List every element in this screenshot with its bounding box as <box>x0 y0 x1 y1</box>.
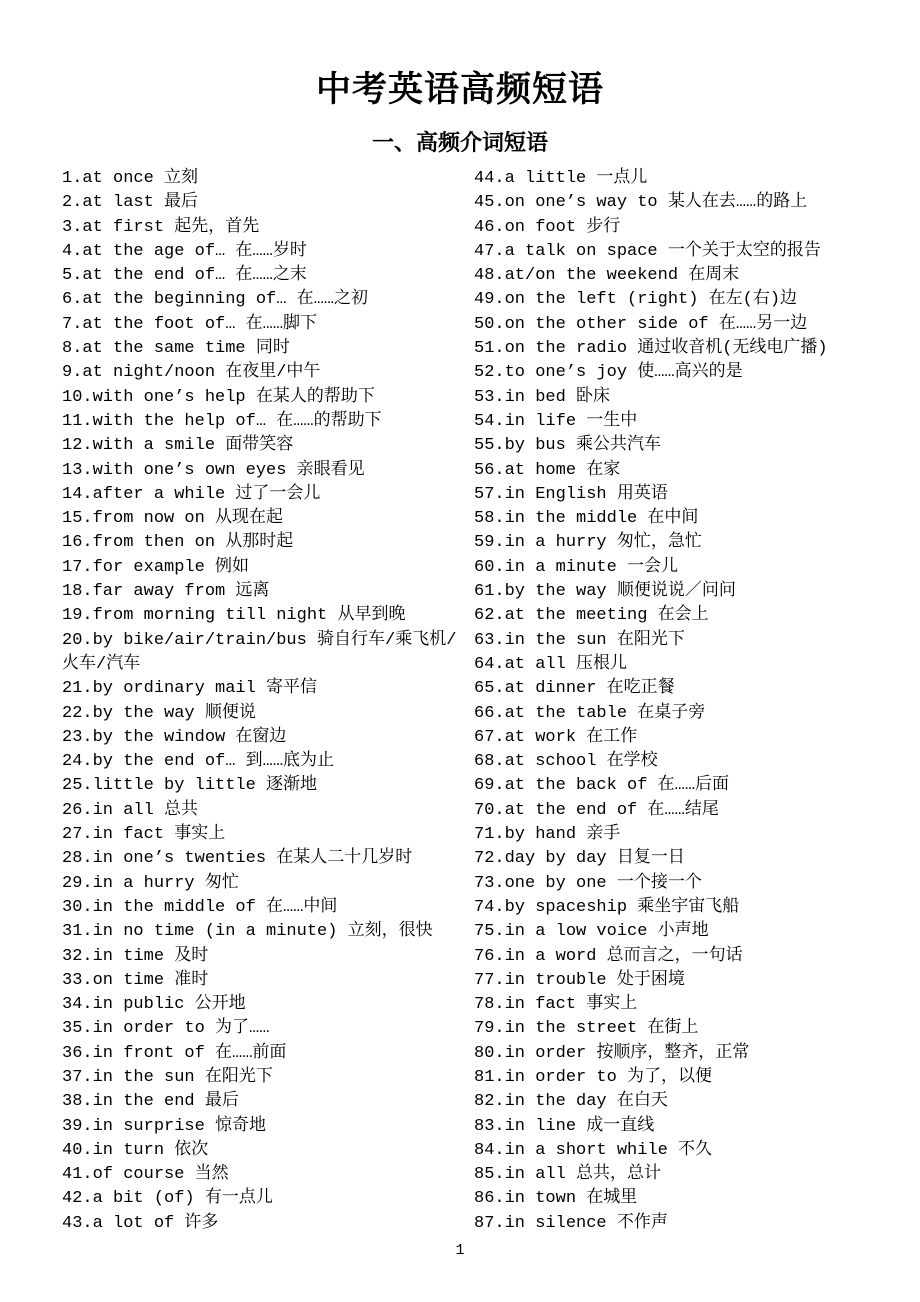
list-item: 78.in fact 事实上 <box>474 995 638 1015</box>
list-item: 5.at the end of… 在……之末 <box>62 266 307 286</box>
list-item: 41.of course 当然 <box>62 1165 229 1185</box>
list-item: 3.at first 起先，首先 <box>62 217 260 237</box>
list-item: 42.a bit (of) 有一点儿 <box>62 1189 273 1209</box>
list-item: 6.at the beginning of… 在……之初 <box>62 290 369 310</box>
list-item: 30.in the middle of 在……中间 <box>62 897 338 917</box>
list-item: 65.at dinner 在吃正餐 <box>474 679 675 699</box>
list-item: 13.with one’s own eyes 亲眼看见 <box>62 460 365 480</box>
list-item: 50.on the other side of 在……另一边 <box>474 314 808 334</box>
list-item: 20.by bike/air/train/bus 骑自行车/乘飞机/火车/汽车 <box>62 630 457 674</box>
list-item: 53.in bed 卧床 <box>474 387 611 407</box>
list-item: 16.from then on 从那时起 <box>62 533 294 553</box>
list-item: 22.by the way 顺便说 <box>62 703 256 723</box>
list-item: 68.at school 在学校 <box>474 752 658 772</box>
list-item: 80.in order 按顺序，整齐，正常 <box>474 1043 750 1063</box>
list-item: 26.in all 总共 <box>62 800 199 820</box>
list-item: 37.in the sun 在阳光下 <box>62 1067 273 1087</box>
list-item: 11.with the help of… 在……的帮助下 <box>62 411 382 431</box>
list-item: 29.in a hurry 匆忙 <box>62 873 239 893</box>
list-item: 71.by hand 亲手 <box>474 825 621 845</box>
list-item: 8.at the same time 同时 <box>62 339 290 359</box>
list-item: 66.at the table 在桌子旁 <box>474 703 706 723</box>
list-item: 69.at the back of 在……后面 <box>474 776 730 796</box>
list-item: 56.at home 在家 <box>474 460 621 480</box>
list-item: 7.at the foot of… 在……脚下 <box>62 314 318 334</box>
list-item: 4.at the age of… 在……岁时 <box>62 241 307 261</box>
list-item: 55.by bus 乘公共汽车 <box>474 436 662 456</box>
list-item: 75.in a low voice 小声地 <box>474 922 709 942</box>
list-item: 35.in order to 为了…… <box>62 1019 270 1039</box>
list-item: 54.in life 一生中 <box>474 411 638 431</box>
list-item: 74.by spaceship 乘坐宇宙飞船 <box>474 897 740 917</box>
list-item: 52.to one’s joy 使……高兴的是 <box>474 363 743 383</box>
list-item: 1.at once 立刻 <box>62 169 199 188</box>
list-item: 27.in fact 事实上 <box>62 825 226 845</box>
list-item: 28.in one’s twenties 在某人二十几岁时 <box>62 849 413 869</box>
list-item: 70.at the end of 在……结尾 <box>474 800 719 820</box>
list-item: 59.in a hurry 匆忙，急忙 <box>474 533 702 553</box>
list-item: 9.at night/noon 在夜里/中午 <box>62 363 321 383</box>
list-item: 34.in public 公开地 <box>62 995 246 1015</box>
list-item: 83.in line 成一直线 <box>474 1116 655 1136</box>
list-item: 40.in turn 依次 <box>62 1140 209 1160</box>
list-item: 87.in silence 不作声 <box>474 1213 668 1233</box>
list-item: 81.in order to 为了，以便 <box>474 1067 713 1087</box>
phrase-column-left <box>62 167 463 1236</box>
list-item: 12.with a smile 面带笑容 <box>62 436 294 456</box>
list-item: 72.day by day 日复一日 <box>474 849 685 869</box>
list-item: 63.in the sun 在阳光下 <box>474 630 685 650</box>
list-item: 46.on foot 步行 <box>474 217 621 237</box>
list-item: 76.in a word 总而言之，一句话 <box>474 946 743 966</box>
list-item: 24.by the end of… 到……底为止 <box>62 752 335 772</box>
list-item: 57.in English 用英语 <box>474 484 668 504</box>
list-item: 21.by ordinary mail 寄平信 <box>62 679 318 699</box>
list-item: 33.on time 准时 <box>62 970 209 990</box>
list-item: 60.in a minute 一会儿 <box>474 557 679 577</box>
list-item: 51.on the radio 通过收音机(无线电广播) <box>474 339 828 359</box>
list-item: 85.in all 总共，总计 <box>474 1165 662 1185</box>
list-item: 84.in a short while 不久 <box>474 1140 713 1160</box>
list-item: 32.in time 及时 <box>62 946 209 966</box>
list-item: 36.in front of 在……前面 <box>62 1043 287 1063</box>
list-item: 18.far away from 远离 <box>62 582 270 602</box>
page-title: 中考英语高频短语 <box>315 70 604 109</box>
list-item: 14.after a while 过了一会儿 <box>62 484 321 504</box>
list-item: 10.with one’s help 在某人的帮助下 <box>62 387 375 407</box>
list-item: 62.at the meeting 在会上 <box>474 606 709 626</box>
list-item: 25.little by little 逐渐地 <box>62 776 318 796</box>
list-item: 86.in town 在城里 <box>474 1189 638 1209</box>
page-number: 1 <box>455 1242 465 1259</box>
list-item: 17.for example 例如 <box>62 557 250 577</box>
list-item: 45.on one’s way to 某人在去……的路上 <box>474 193 808 213</box>
list-item: 79.in the street 在街上 <box>474 1019 699 1039</box>
list-item: 82.in the day 在白天 <box>474 1092 668 1112</box>
list-item: 44.a little 一点儿 <box>474 169 648 188</box>
list-item: 43.a lot of 许多 <box>62 1213 219 1233</box>
list-item: 77.in trouble 处于困境 <box>474 970 685 990</box>
list-item: 31.in no time (in a minute) 立刻，很快 <box>62 922 433 942</box>
list-item: 48.at/on the weekend 在周末 <box>474 266 740 286</box>
list-item: 38.in the end 最后 <box>62 1092 239 1112</box>
phrase-column-right <box>474 167 875 1236</box>
list-item: 58.in the middle 在中间 <box>474 509 699 529</box>
list-item: 73.one by one 一个接一个 <box>474 873 702 893</box>
list-item: 49.on the left (right) 在左(右)边 <box>474 290 798 310</box>
list-item: 2.at last 最后 <box>62 193 199 213</box>
list-item: 47.a talk on space 一个关于太空的报告 <box>474 241 821 261</box>
phrase-columns <box>62 167 874 1236</box>
list-item: 64.at all 压根儿 <box>474 654 628 674</box>
list-item: 61.by the way 顺便说说／问问 <box>474 582 736 602</box>
list-item: 15.from now on 从现在起 <box>62 509 284 529</box>
list-item: 39.in surprise 惊奇地 <box>62 1116 267 1136</box>
list-item: 19.from morning till night 从早到晚 <box>62 606 406 626</box>
list-item: 23.by the window 在窗边 <box>62 727 287 747</box>
section-heading: 一、高频介词短语 <box>371 130 548 155</box>
list-item: 67.at work 在工作 <box>474 727 638 747</box>
